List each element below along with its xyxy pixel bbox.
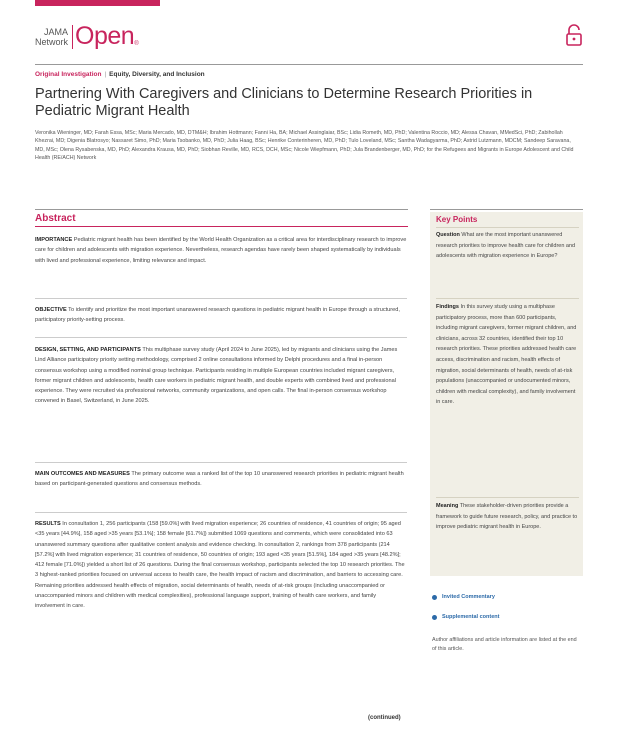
- section-label: DESIGN, SETTING, AND PARTICIPANTS: [35, 347, 141, 353]
- article-type: Original Investigation: [35, 71, 102, 78]
- link-label: Supplemental content: [442, 614, 500, 620]
- logo-network: Network: [35, 36, 69, 47]
- section-label: OBJECTIVE: [35, 307, 67, 313]
- logo-registered-mark: ®: [134, 41, 139, 47]
- bullet-icon: [432, 615, 437, 620]
- abstract-heading: Abstract: [35, 213, 76, 224]
- question-label: Question: [436, 232, 460, 238]
- brand-top-bar: [35, 0, 160, 6]
- logo-open: Open: [75, 22, 135, 50]
- invited-commentary-link[interactable]: [432, 594, 495, 600]
- section-divider: [35, 462, 407, 463]
- section-text: Pediatric migrant health has been identified by the World Health Organization as a critical area for interdisciplinary research to improve care for children and adolescents with migration experience. Nevertheless, research agendas have rarely been shaped systematically by individuals with lived and professional experience, limiting relevance and impact.: [35, 237, 407, 264]
- key-points-question: [436, 230, 579, 262]
- section-text: The primary outcome was a ranked list of the top 10 unanswered research priorities in pediatric migrant health based on participant-generated questions and consensus methods.: [35, 471, 404, 488]
- key-points-heading: Key Points: [436, 215, 478, 224]
- author-affiliations-note: Author affiliations and article information are listed at the end of this article.: [432, 637, 577, 652]
- section-divider: [35, 512, 407, 513]
- key-points-divider: [436, 497, 579, 498]
- supplemental-content-link[interactable]: [432, 614, 499, 620]
- findings-label: Findings: [436, 304, 459, 310]
- key-points-divider: [436, 227, 579, 228]
- findings-text: In this survey study using a multiphase participatory process, more than 600 participants, including migrant caregivers, former migrant children, and clinicians, across 32 countries, identified their top 10 research priorities. These priorities addressed health care access, discrimination and racism, health effects of migration, social determinants of health, needs of at-risk populations (unaccompanied or undocumented minors, children with medical complexity), and family involvement in care.: [436, 304, 577, 406]
- meaning-text: These stakeholder-driven priorities provide a framework to guide future research, policy, and practice to improve pediatric migrant health in Europe.: [436, 503, 578, 531]
- key-points-findings: [436, 302, 579, 408]
- kicker-divider: |: [104, 71, 107, 78]
- abstract-heading-rule: [35, 226, 408, 227]
- article-title: Partnering With Caregivers and Clinicians to Determine Research Priorities in Pediatric Migrant Health: [35, 86, 533, 119]
- question-text: What are the most important unanswered research priorities to improve health care for children and adolescents with migration experience in Europe?: [436, 232, 576, 260]
- key-points-meaning: [436, 501, 579, 533]
- article-kicker: [35, 71, 205, 78]
- section-text: This multiphase survey study (April 2024 to June 2025), led by migrants and clinicians using the James Lind Alliance participatory priority setting methodology, comprised 2 online consultations informed by Delphi procedures and a final in-person consensus workshop using a modified nominal group technique. Participants residing in multiple European countries included migrant caregivers, former migrant children and adolescents, health care workers in pediatric migrant health, and double experts with combined lived and professional experience. They were recruited via professional networks, community organizations, and open calls. The final in-person consensus workshop convened in Basel, Switzerland, in June 2025.: [35, 347, 398, 405]
- section-label: MAIN OUTCOMES AND MEASURES: [35, 471, 130, 477]
- key-points-top-rule: [430, 209, 583, 210]
- abstract-results: [35, 519, 407, 612]
- logo-jama: JAMA: [44, 26, 69, 37]
- section-divider: [35, 337, 407, 338]
- key-points-divider: [436, 298, 579, 299]
- continued-note: (continued): [368, 715, 401, 721]
- section-label: IMPORTANCE: [35, 237, 73, 243]
- article-subject: Equity, Diversity, and Inclusion: [109, 71, 205, 78]
- author-list: Veronika Wieninger, MD; Farah Essa, MSc; Maria Mercado, MD, DTM&H; Ibrahim Hottmann; Fanni Ha, BA; Michael Assinglaiar, BSc; Lidia Rometh, MD, PhD; Valentina Roccio, MD; Alessa Chavan, MMedSci, PhD; Zabihollah Khezrai, MD; Digenia Blatrosyo; Nassaret Simo, PhD; Maria Tsobanko, MD, PhD; Julia Haag, BSc; Henrike Conterinheren, MD, PhD; Tulo Loveland, MSc; Santha Wadagyarma, PhD; Astrid Lutzmann, MDCM; Sandeep Saravana, MD, MSc; Olena Rysabenska, MD, PhD; Alexandra Krausa, MD, PhD; Siobhan Reville, MD, RCS, DCH, MSc; Nicole Wiepfmann, PhD; Jula Brandenberger, MD, PhD; for the Refugees and Migrants in Europe Adolescent and Child Health (RE/ACH) Network: [35, 130, 574, 162]
- link-label: Invited Commentary: [442, 594, 495, 600]
- open-lock-icon[interactable]: [566, 24, 582, 46]
- journal-logo[interactable]: [35, 22, 139, 51]
- abstract-outcomes: [35, 469, 407, 490]
- section-text: To identify and prioritize the most important unanswered research questions in pediatric migrant health in Europe through a structured, participatory priority-setting process.: [35, 307, 400, 324]
- abstract-design: [35, 345, 407, 407]
- abstract-top-rule: [35, 209, 408, 210]
- abstract-objective: [35, 305, 407, 326]
- section-divider: [35, 298, 407, 299]
- logo-wordmark-small: [35, 27, 68, 47]
- section-label: RESULTS: [35, 521, 61, 527]
- abstract-importance: [35, 235, 407, 266]
- meaning-label: Meaning: [436, 503, 459, 509]
- section-text: In consultation 1, 256 participants (158 [59.0%] with lived migration experience; 26 countries of residence, 41 countries of origin; 95 aged <35 years [44.9%], 158 aged >35 years [53.1%]; 158 female [61.7%]) submitted 1069 questions and comments, which were consolidated into 63 unanswered summary questions after qualitative content analysis and evidence checking. In consultation 2, rankings from 378 participants (214 [57.2%] with lived migration experience; 31 countries of residence, 50 countries of origin; 193 aged <35 years [51.5%], 184 aged >35 years [48.2%]; 412 female [71.0%]) yielded a short list of 26 questions. During the final consensus workshop, participants selected the top 10 research priorities. The 3 highest-ranked priorities focused on universal access to health care, the health impact of racism and discrimination, and barriers to accessing care. Remaining priorities addressed health effects of migration, social determinants of health, needs of at-risk groups (including unaccompanied or unaccompanied minors and children with medical complexities), professional language support, training of health care workers, and family involvement in care.: [35, 521, 405, 610]
- header-divider: [35, 64, 583, 65]
- logo-separator: [72, 25, 73, 49]
- bullet-icon: [432, 595, 437, 600]
